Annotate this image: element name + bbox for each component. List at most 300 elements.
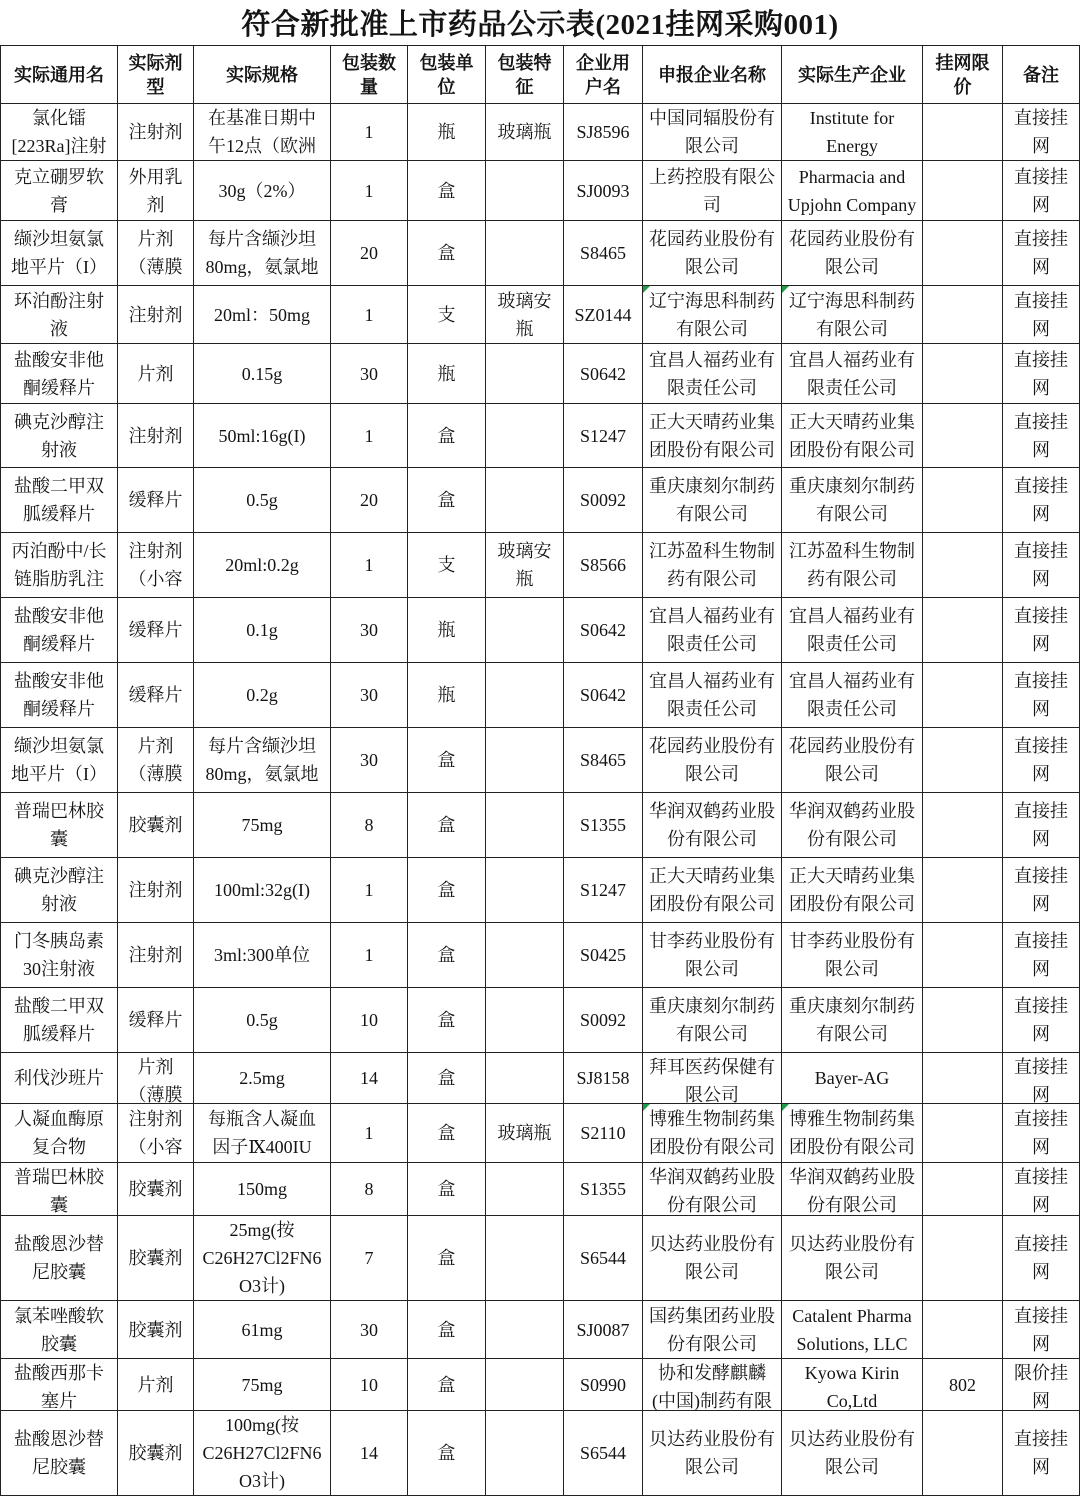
cell-dosage-form [118, 923, 193, 987]
cell-specification [194, 161, 330, 220]
cell-package-unit-text: 盒 [437, 750, 456, 770]
cell-dosage-form-text: 片剂 （薄膜 [128, 1057, 183, 1103]
cell-package-quantity-text: 1 [364, 880, 374, 900]
cell-applicant-company-text: 宜昌人福药业有 限责任公司 [649, 349, 775, 398]
cell-specification-text: 0.5g [246, 1010, 278, 1030]
cell-manufacturer-text: Bayer-AG [814, 1068, 890, 1088]
cell-remark [1003, 161, 1079, 220]
cell-manufacturer [782, 1359, 922, 1410]
cell-price-limit-text: 802 [949, 1374, 976, 1395]
cell-applicant-company [643, 104, 781, 160]
cell-manufacturer-text: 贝达药业股份有 限公司 [789, 1429, 915, 1477]
cell-applicant-company [643, 221, 781, 285]
column-header-remark-text: 备注 [1023, 64, 1059, 85]
cell-enterprise-username-text: S1355 [579, 1179, 626, 1199]
cell-generic-name [1, 598, 117, 662]
cell-remark-text: 直接挂 网 [1014, 1057, 1068, 1103]
cell-package-quantity [331, 1359, 407, 1410]
table-row [0, 285, 1080, 343]
cell-remark-text: 直接挂 网 [1014, 671, 1068, 719]
cell-dosage-form [118, 1163, 193, 1215]
cell-applicant-company [643, 598, 781, 662]
cell-dosage-form [118, 1216, 193, 1300]
cell-generic-name-text: 缬沙坦氨氯 地平片（I） [11, 229, 107, 277]
cell-dosage-form-text: 注射剂 [128, 425, 183, 446]
cell-price-limit [923, 286, 1002, 343]
cell-applicant-company-text: 宜昌人福药业有 限责任公司 [649, 671, 775, 719]
cell-applicant-company-text: 拜耳医药保健有 限公司 [649, 1057, 775, 1103]
cell-package-feature [486, 598, 563, 662]
cell-dosage-form-text: 外用乳 剂 [128, 166, 183, 215]
cell-manufacturer-text: 宜昌人福药业有 限责任公司 [789, 671, 915, 719]
cell-remark-text: 直接挂 网 [1014, 801, 1068, 849]
cell-remark-text: 直接挂 网 [1014, 1429, 1068, 1477]
cell-manufacturer [782, 923, 922, 987]
cell-remark [1003, 221, 1079, 285]
cell-applicant-company-text: 花园药业股份有 限公司 [649, 736, 775, 784]
cell-specification [194, 1216, 330, 1300]
cell-dosage-form [118, 221, 193, 285]
cell-generic-name-text: 普瑞巴林胶 囊 [14, 1167, 104, 1215]
cell-package-unit [408, 1216, 485, 1300]
cell-remark [1003, 663, 1079, 727]
cell-applicant-company [643, 286, 781, 343]
header-row [0, 45, 1080, 103]
cell-enterprise-username [564, 533, 642, 597]
cell-applicant-company [643, 404, 781, 467]
cell-package-quantity-text: 10 [360, 1374, 378, 1395]
table-row [0, 343, 1080, 403]
cell-package-unit [408, 221, 485, 285]
column-header-enterprise-username [564, 46, 642, 103]
cell-generic-name [1, 858, 117, 922]
column-header-price-limit [923, 46, 1002, 103]
cell-specification [194, 598, 330, 662]
cell-remark [1003, 1301, 1079, 1358]
cell-remark [1003, 923, 1079, 987]
cell-package-unit [408, 1411, 485, 1495]
cell-remark [1003, 728, 1079, 792]
cell-package-feature [486, 221, 563, 285]
cell-enterprise-username [564, 1411, 642, 1495]
table-row [0, 1215, 1080, 1300]
table-row [0, 1300, 1080, 1358]
cell-enterprise-username [564, 344, 642, 403]
column-header-manufacturer [782, 46, 922, 103]
cell-package-quantity [331, 598, 407, 662]
cell-package-unit-text: 盒 [437, 1248, 456, 1268]
cell-dosage-form-text: 注射剂 [128, 945, 183, 965]
cell-package-unit [408, 533, 485, 597]
cell-generic-name [1, 533, 117, 597]
cell-package-unit [408, 468, 485, 532]
cell-dosage-form-text: 缓释片 [128, 1010, 183, 1030]
cell-manufacturer [782, 1216, 922, 1300]
column-header-package-feature-text: 包装特 征 [497, 52, 552, 97]
cell-enterprise-username-text: S2110 [580, 1123, 626, 1143]
cell-generic-name [1, 468, 117, 532]
cell-manufacturer-text: 宜昌人福药业有 限责任公司 [789, 349, 915, 398]
cell-generic-name-text: 人凝血酶原 复合物 [14, 1109, 104, 1157]
cell-price-limit [923, 1301, 1002, 1358]
cell-specification [194, 533, 330, 597]
cell-manufacturer [782, 1053, 922, 1103]
cell-package-quantity-text: 1 [364, 555, 374, 575]
cell-package-feature [486, 663, 563, 727]
cell-generic-name [1, 344, 117, 403]
cell-remark [1003, 344, 1079, 403]
cell-package-quantity [331, 1216, 407, 1300]
cell-enterprise-username [564, 728, 642, 792]
cell-price-limit [923, 104, 1002, 160]
cell-applicant-company [643, 1301, 781, 1358]
cell-specification [194, 923, 330, 987]
cell-generic-name-text: 碘克沙醇注 射液 [14, 866, 104, 914]
cell-dosage-form-text: 片剂 （薄膜 [128, 229, 183, 277]
cell-enterprise-username [564, 468, 642, 532]
page-title: 符合新批准上市药品公示表(2021挂网采购001) [241, 9, 839, 41]
cell-generic-name-text: 盐酸安非他 酮缓释片 [14, 671, 104, 719]
cell-dosage-form [118, 344, 193, 403]
cell-package-feature [486, 161, 563, 220]
cell-specification-text: 每瓶含人凝血 因子Ⅸ400IU [208, 1109, 316, 1157]
table-row [0, 727, 1080, 792]
cell-applicant-company-text: 正大天晴药业集 团股份有限公司 [649, 866, 775, 914]
cell-package-unit-text: 盒 [437, 1179, 456, 1199]
cell-dosage-form-text: 胶囊剂 [128, 815, 183, 835]
cell-package-unit-text: 支 [437, 304, 456, 325]
cell-price-limit [923, 1411, 1002, 1495]
cell-enterprise-username [564, 1359, 642, 1410]
cell-enterprise-username-text: S1355 [579, 815, 626, 835]
cell-package-quantity [331, 161, 407, 220]
cell-enterprise-username [564, 858, 642, 922]
cell-generic-name [1, 793, 117, 857]
cell-dosage-form [118, 728, 193, 792]
cell-manufacturer-text: Pharmacia and Upjohn Company [787, 166, 917, 215]
cell-package-quantity-text: 8 [364, 815, 374, 835]
cell-package-unit [408, 1053, 485, 1103]
cell-remark [1003, 793, 1079, 857]
cell-package-feature [486, 923, 563, 987]
cell-manufacturer-text: 博雅生物制药集 团股份有限公司 [789, 1109, 915, 1157]
cell-package-quantity-text: 14 [360, 1068, 378, 1088]
cell-package-quantity [331, 923, 407, 987]
cell-manufacturer-text: 华润双鹤药业股 份有限公司 [789, 1167, 915, 1215]
cell-generic-name-text: 盐酸恩沙替 尼胶囊 [14, 1429, 104, 1477]
cell-applicant-company-text: 辽宁海思科制药 有限公司 [649, 290, 775, 339]
cell-specification-text: 3ml:300单位 [213, 945, 310, 965]
cell-remark-text: 直接挂 网 [1014, 1167, 1068, 1215]
column-header-package-unit [408, 46, 485, 103]
cell-applicant-company [643, 988, 781, 1052]
column-header-package-unit-text: 包装单 位 [419, 52, 474, 97]
cell-generic-name-text: 盐酸西那卡 塞片 [14, 1363, 104, 1410]
cell-remark-text: 直接挂 网 [1014, 996, 1068, 1044]
cell-generic-name-text: 盐酸安非他 酮缓释片 [14, 349, 104, 398]
table-row [0, 160, 1080, 220]
cell-package-quantity [331, 858, 407, 922]
cell-manufacturer-text: Kyowa Kirin Co,Ltd [804, 1363, 900, 1410]
cell-package-quantity-text: 30 [360, 620, 378, 640]
cell-specification-text: 0.5g [246, 490, 278, 510]
cell-generic-name-text: 氯化镭 [223Ra]注射 [11, 108, 107, 156]
cell-dosage-form [118, 663, 193, 727]
cell-package-quantity-text: 10 [360, 1010, 378, 1030]
column-header-price-limit-text: 挂网限 价 [935, 52, 990, 97]
column-header-dosage-form [118, 46, 193, 103]
cell-package-quantity [331, 793, 407, 857]
cell-package-unit-text: 盒 [437, 180, 456, 201]
cell-manufacturer [782, 286, 922, 343]
cell-applicant-company [643, 468, 781, 532]
cell-remark-text: 直接挂 网 [1014, 229, 1068, 277]
cell-enterprise-username-text: S6544 [579, 1443, 626, 1463]
cell-price-limit [923, 344, 1002, 403]
cell-manufacturer-text: 宜昌人福药业有 限责任公司 [789, 606, 915, 654]
cell-price-limit [923, 793, 1002, 857]
cell-generic-name [1, 1053, 117, 1103]
cell-package-unit [408, 104, 485, 160]
cell-price-limit [923, 858, 1002, 922]
cell-applicant-company-text: 贝达药业股份有 限公司 [649, 1429, 775, 1477]
cell-specification-text: 61mg [241, 1319, 283, 1340]
cell-remark [1003, 858, 1079, 922]
cell-package-feature [486, 858, 563, 922]
cell-dosage-form-text: 缓释片 [128, 620, 183, 640]
cell-package-feature [486, 468, 563, 532]
cell-manufacturer-text: 辽宁海思科制药 有限公司 [789, 290, 915, 339]
cell-remark [1003, 1104, 1079, 1162]
cell-package-quantity [331, 1104, 407, 1162]
cell-generic-name [1, 286, 117, 343]
cell-manufacturer-text: Catalent Pharma Solutions, LLC [792, 1305, 912, 1354]
cell-manufacturer-text: 重庆康刻尔制药 有限公司 [789, 996, 915, 1044]
cell-package-quantity-text: 8 [364, 1179, 374, 1199]
cell-manufacturer [782, 663, 922, 727]
cell-package-quantity [331, 1411, 407, 1495]
drug-listing-table [0, 45, 1080, 1496]
cell-price-limit [923, 663, 1002, 727]
cell-specification-text: 100mg(按 C26H27Cl2FN6 O3计) [202, 1415, 322, 1491]
cell-specification [194, 1359, 330, 1410]
cell-applicant-company-text: 协和发酵麒麟 (中国)制药有限 [652, 1363, 772, 1410]
cell-enterprise-username-text: S8566 [579, 555, 626, 575]
cell-dosage-form [118, 286, 193, 343]
cell-applicant-company-text: 华润双鹤药业股 份有限公司 [649, 1167, 775, 1215]
cell-package-unit-text: 盒 [437, 880, 456, 900]
cell-specification [194, 286, 330, 343]
cell-dosage-form-text: 注射剂 [128, 880, 183, 900]
cell-package-unit [408, 858, 485, 922]
table-row [0, 220, 1080, 285]
cell-package-quantity-text: 14 [360, 1443, 378, 1463]
cell-manufacturer [782, 728, 922, 792]
cell-manufacturer-text: Institute for Energy [809, 108, 895, 156]
cell-package-unit [408, 161, 485, 220]
cell-dosage-form [118, 1104, 193, 1162]
cell-specification [194, 1163, 330, 1215]
cell-applicant-company-text: 江苏盈科生物制 药有限公司 [649, 541, 775, 589]
cell-package-unit-text: 盒 [437, 1123, 456, 1143]
cell-remark-text: 直接挂 网 [1014, 1109, 1068, 1157]
cell-dosage-form-text: 缓释片 [128, 685, 183, 705]
cell-enterprise-username-text: S0092 [579, 1010, 626, 1030]
cell-dosage-form [118, 858, 193, 922]
cell-applicant-company-text: 宜昌人福药业有 限责任公司 [649, 606, 775, 654]
cell-enterprise-username-text: S1247 [579, 425, 626, 446]
table-row [0, 857, 1080, 922]
cell-generic-name [1, 1104, 117, 1162]
column-header-specification-text: 实际规格 [226, 64, 298, 85]
cell-package-quantity-text: 1 [364, 945, 374, 965]
cell-remark [1003, 1163, 1079, 1215]
cell-applicant-company-text: 花园药业股份有 限公司 [649, 229, 775, 277]
cell-package-unit-text: 盒 [437, 490, 456, 510]
cell-specification-text: 20ml：50mg [213, 304, 310, 325]
cell-package-quantity-text: 1 [364, 122, 374, 142]
cell-package-feature [486, 728, 563, 792]
cell-price-limit [923, 1359, 1002, 1410]
cell-package-feature [486, 1301, 563, 1358]
cell-enterprise-username-text: S0642 [579, 363, 626, 384]
cell-package-unit-text: 支 [437, 555, 456, 575]
cell-remark [1003, 1411, 1079, 1495]
cell-enterprise-username-text: S0642 [579, 620, 626, 640]
cell-remark-text: 直接挂 网 [1014, 166, 1068, 215]
cell-package-unit [408, 1104, 485, 1162]
cell-remark [1003, 1216, 1079, 1300]
cell-applicant-company-text: 国药集团药业股 份有限公司 [649, 1305, 775, 1354]
cell-package-quantity [331, 1301, 407, 1358]
cell-remark-text: 直接挂 网 [1014, 411, 1068, 460]
cell-manufacturer-text: 花园药业股份有 限公司 [789, 736, 915, 784]
cell-remark [1003, 104, 1079, 160]
cell-package-feature [486, 344, 563, 403]
cell-dosage-form-text: 胶囊剂 [128, 1248, 183, 1268]
column-header-generic-name [1, 46, 117, 103]
cell-specification [194, 468, 330, 532]
cell-enterprise-username [564, 161, 642, 220]
cell-specification-text: 0.1g [246, 620, 278, 640]
cell-manufacturer [782, 1411, 922, 1495]
cell-generic-name [1, 1411, 117, 1495]
cell-applicant-company [643, 344, 781, 403]
column-header-remark [1003, 46, 1079, 103]
cell-package-unit-text: 盒 [437, 945, 456, 965]
cell-dosage-form-text: 注射剂 [128, 122, 183, 142]
cell-generic-name-text: 普瑞巴林胶 囊 [14, 801, 104, 849]
table-row [0, 792, 1080, 857]
cell-generic-name [1, 104, 117, 160]
table-row [0, 1052, 1080, 1103]
cell-generic-name [1, 1163, 117, 1215]
cell-dosage-form [118, 1053, 193, 1103]
cell-manufacturer [782, 104, 922, 160]
cell-remark-text: 直接挂 网 [1014, 606, 1068, 654]
cell-specification [194, 728, 330, 792]
cell-package-quantity [331, 1053, 407, 1103]
cell-price-limit [923, 468, 1002, 532]
cell-manufacturer [782, 1301, 922, 1358]
cell-remark-text: 直接挂 网 [1014, 931, 1068, 979]
cell-manufacturer [782, 344, 922, 403]
table-row [0, 1358, 1080, 1410]
column-header-manufacturer-text: 实际生产企业 [798, 64, 906, 85]
cell-remark-text: 直接挂 网 [1014, 349, 1068, 398]
cell-manufacturer [782, 161, 922, 220]
cell-generic-name [1, 1301, 117, 1358]
cell-specification [194, 663, 330, 727]
cell-specification-text: 50ml:16g(I) [218, 425, 306, 446]
cell-manufacturer [782, 988, 922, 1052]
cell-package-feature [486, 404, 563, 467]
cell-manufacturer [782, 793, 922, 857]
cell-package-unit [408, 404, 485, 467]
cell-package-quantity-text: 30 [360, 750, 378, 770]
cell-generic-name-text: 克立硼罗软 膏 [14, 166, 104, 215]
cell-package-unit-text: 盒 [437, 243, 456, 263]
column-header-generic-name-text: 实际通用名 [14, 64, 104, 85]
cell-package-unit-text: 盒 [437, 1443, 456, 1463]
cell-applicant-company-text: 贝达药业股份有 限公司 [649, 1234, 775, 1282]
cell-specification-text: 150mg [236, 1179, 287, 1199]
cell-package-feature [486, 1104, 563, 1162]
cell-package-unit-text: 盒 [437, 1374, 456, 1395]
cell-manufacturer-text: 重庆康刻尔制药 有限公司 [789, 476, 915, 524]
cell-specification [194, 221, 330, 285]
cell-manufacturer [782, 1163, 922, 1215]
cell-remark-text: 直接挂 网 [1014, 476, 1068, 524]
cell-package-feature-text: 玻璃瓶 [497, 122, 552, 142]
cell-specification-text: 0.2g [246, 685, 278, 705]
cell-applicant-company-text: 博雅生物制药集 团股份有限公司 [649, 1109, 775, 1157]
cell-package-quantity-text: 7 [364, 1248, 374, 1268]
table-row [0, 597, 1080, 662]
cell-package-quantity [331, 221, 407, 285]
cell-dosage-form-text: 注射剂 [128, 304, 183, 325]
cell-package-quantity [331, 286, 407, 343]
cell-enterprise-username [564, 1104, 642, 1162]
cell-applicant-company [643, 858, 781, 922]
cell-applicant-company [643, 923, 781, 987]
cell-price-limit [923, 1163, 1002, 1215]
column-header-applicant-company [643, 46, 781, 103]
cell-package-unit-text: 瓶 [437, 620, 456, 640]
cell-generic-name-text: 碘克沙醇注 射液 [14, 411, 104, 460]
table-row [0, 103, 1080, 160]
cell-generic-name-text: 环泊酚注射 液 [14, 290, 104, 339]
cell-generic-name [1, 988, 117, 1052]
cell-applicant-company-text: 中国同辐股份有 限公司 [649, 108, 775, 156]
cell-generic-name [1, 404, 117, 467]
cell-generic-name-text: 缬沙坦氨氯 地平片（I） [11, 736, 107, 784]
cell-remark-text: 直接挂 网 [1014, 541, 1068, 589]
cell-enterprise-username-text: S0425 [579, 945, 626, 965]
cell-dosage-form-text: 片剂 （薄膜 [128, 736, 183, 784]
cell-applicant-company-text: 华润双鹤药业股 份有限公司 [649, 801, 775, 849]
cell-applicant-company [643, 533, 781, 597]
cell-applicant-company [643, 1104, 781, 1162]
cell-specification [194, 858, 330, 922]
cell-generic-name-text: 氯苯唑酸软 胶囊 [14, 1305, 104, 1354]
cell-remark-text: 直接挂 网 [1014, 1305, 1068, 1354]
cell-remark [1003, 468, 1079, 532]
cell-manufacturer [782, 598, 922, 662]
cell-specification [194, 1411, 330, 1495]
cell-package-unit-text: 盒 [437, 1010, 456, 1030]
cell-package-unit-text: 盒 [437, 1319, 456, 1340]
